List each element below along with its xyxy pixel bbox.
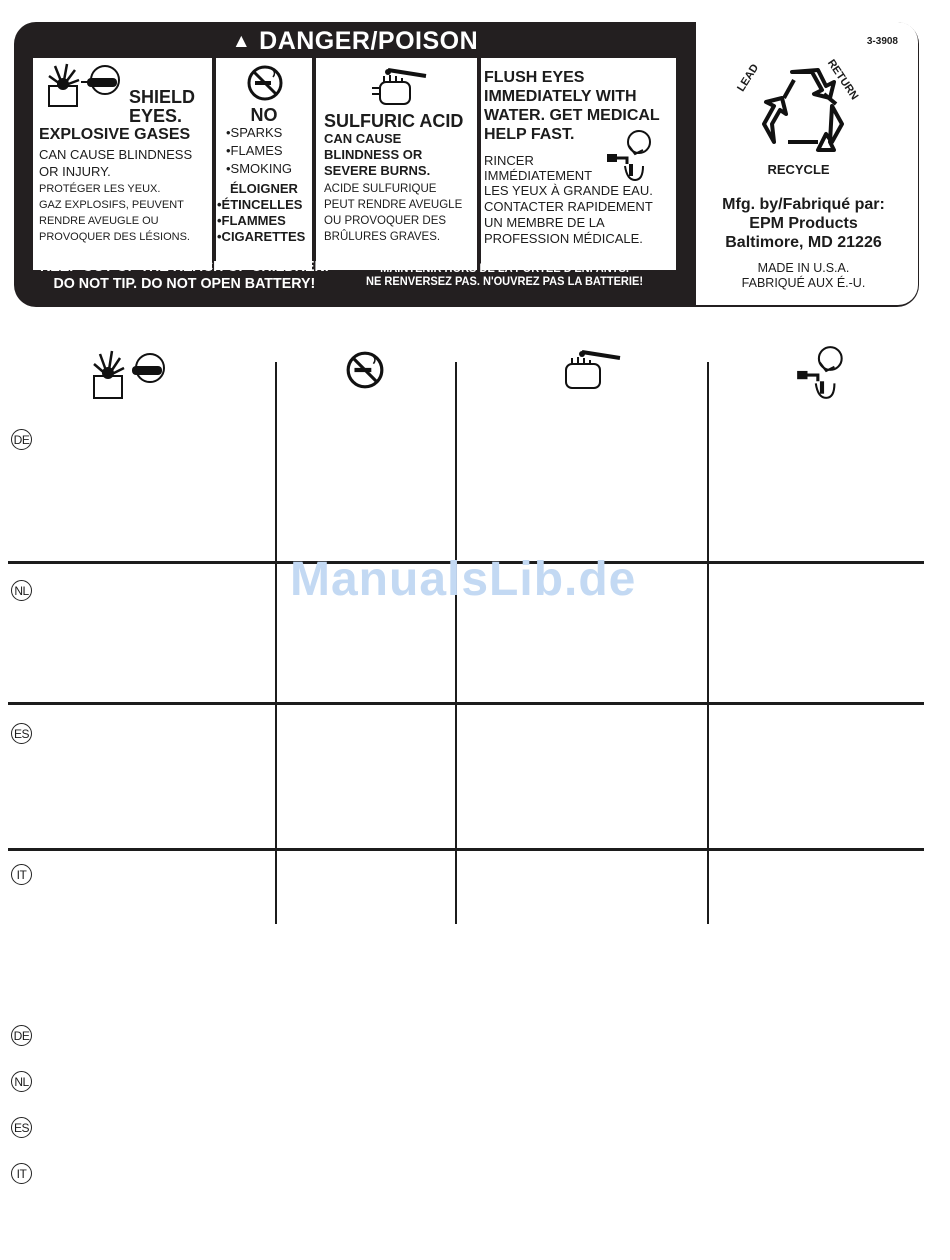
row-divider [8, 848, 924, 851]
warning-triangle-icon: ▲ [231, 31, 252, 52]
no-smoking-icon [246, 64, 284, 102]
explosion-goggles-icon [88, 348, 168, 400]
language-badge-es: ES [11, 723, 32, 744]
column-divider [455, 362, 457, 924]
label-title: ▲ DANGER/POISON [231, 27, 479, 55]
language-badge-de: DE [11, 1025, 32, 1046]
row-divider [8, 702, 924, 705]
acid-hand-icon [560, 348, 624, 392]
column-divider [707, 362, 709, 924]
recycle-panel: 3-3908 LEAD RETURN RECYCLE Mfg. by/Fabriqué par: EPM Products Baltimore, MD 21226 MADE IN U.S.A. FABRIQUÉ AUX É.-U. [696, 22, 918, 305]
language-badge-es: ES [11, 1117, 32, 1138]
no-sparks-panel: NO •SPARKS •FLAMES •SMOKING ÉLOIGNER •ÉTINCELLES •FLAMMES •CIGARETTES [216, 58, 312, 270]
bottom-warning-fr: MAINTENIR HORS DE LA PORTÉE D'ENFANTS. NE RENVERSEZ PAS. N'OUVREZ PAS LA BATTERIE! [366, 261, 644, 289]
language-badge-de: DE [11, 429, 32, 450]
explosion-goggles-icon [43, 62, 123, 110]
acid-hand-icon [366, 66, 430, 110]
flush-eyes-panel: FLUSH EYES IMMEDIATELY WITH WATER. GET MEDICAL HELP FAST. RINCER IMMÉDIATEMENT LES YEUX À GRANDE EAU. CONTACTER RAPIDEMENT UN MEMBRE DE LA PROFESSION MÉDICALE. [481, 58, 676, 270]
language-badge-nl: NL [11, 580, 32, 601]
column-divider [275, 362, 277, 924]
eyewash-faucet-icon [605, 128, 657, 184]
bottom-warning-en: KEEP OUT OF THE REACH OF CHILDREN. DO NOT TIP. DO NOT OPEN BATTERY! [40, 258, 329, 292]
sulfuric-acid-panel: SULFURIC ACID CAN CAUSE BLINDNESS OR SEVERE BURNS. ACIDE SULFURIQUE PEUT RENDRE AVEUGLE OU PROVOQUER DES BRÛLURES GRAVES. [316, 58, 477, 270]
language-badge-it: IT [11, 1163, 32, 1184]
no-smoking-icon [345, 350, 385, 390]
language-badge-nl: NL [11, 1071, 32, 1092]
language-badge-it: IT [11, 864, 32, 885]
watermark: ManualsLib.de [290, 553, 637, 606]
eyewash-faucet-icon [795, 344, 849, 402]
battery-warning-label [14, 22, 919, 307]
shield-eyes-panel: SHIELD EYES. EXPLOSIVE GASES CAN CAUSE BLINDNESS OR INJURY. PROTÉGER LES YEUX. GAZ EXPLOSIFS, PEUVENT RENDRE AVEUGLE OU PROVOQUER DES LÉSIONS. [33, 58, 212, 270]
